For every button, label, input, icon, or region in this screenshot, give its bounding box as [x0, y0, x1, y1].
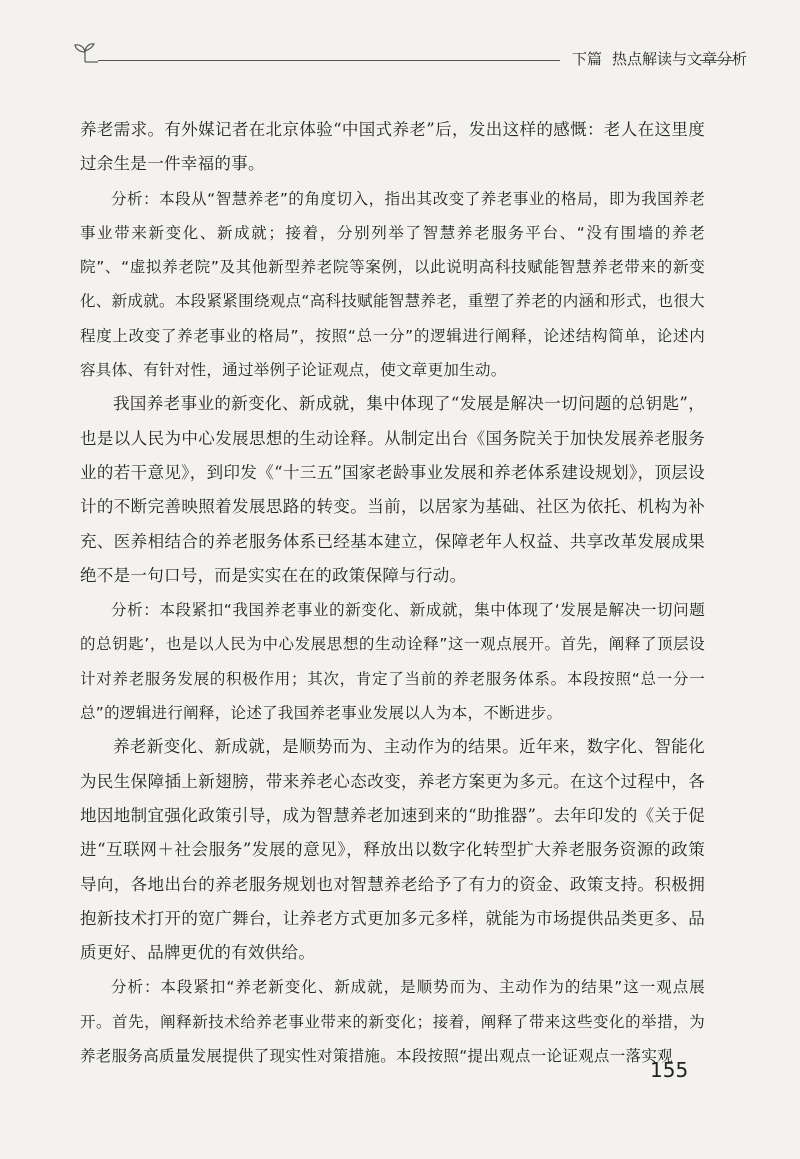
analysis-paragraph: 分析：本段紧扣“我国养老事业的新变化、新成就，集中体现了‘发展是解决一切问题的总钥匙’，也是以人民为中心发展思想的生动诠释”这一观点展开。首先，阐释了顶层设计对养老服务发展的积极作用；其次，肯定了当前的养老服务体系。本段按照“总一分一总”的逻辑进行阐释，论述了我国养老事业发展以人为本，不断进步。 [80, 601, 705, 723]
analysis-paragraph: 分析：本段紧扣“养老新变化、新成就，是顺势而为、主动作为的结果”这一观点展开。首先，阐释新技术给养老事业带来的新变化；接着，阐释了带来这些变化的举措，为养老服务高质量发展提供了现实性对策措施。本段按照“提出观点一论证观点一落实观 [80, 978, 705, 1066]
body-paragraph: 我国养老事业的新变化、新成就，集中体现了“发展是解决一切问题的总钥匙”，也是以人民为中心发展思想的生动诠释。从制定出台《国务院关于加快发展养老服务业的若干意见》，到印发《“十三五”国家老龄事业发展和养老体系建设规划》，顶层设计的不断完善映照着发展思路的转变。当前，以居家为基础、社区为依托、机构为补充、医养相结合的养老服务体系已经基本建立，保障老年人权益、共享改革发展成果绝不是一句口号，而是实实在在的政策保障与行动。 [80, 394, 705, 585]
header-section: 下篇 [572, 50, 603, 68]
header-title [572, 48, 747, 69]
header-chapter-title: 热点解读与文章分析 [612, 50, 748, 68]
header-rule-right [700, 60, 734, 61]
analysis-paragraph: 分析：本段从“智慧养老”的角度切入，指出其改变了养老事业的格局，即为我国养老事业带来新变化、新成就；接着，分别列举了智慧养老服务平台、“没有围墙的养老院”、“虚拟养老院”及其他新型养老院等案例，以此说明高科技赋能智慧养老带来的新变化、新成就。本段紧紧围绕观点“高科技赋能智慧养老，重塑了养老的内涵和形式，也很大程度上改变了养老事业的格局”，按照“总一分”的逻辑进行阐释，论述结构简单，论述内容具体、有针对性，通过举例子论证观点，使文章更加生动。 [80, 189, 705, 380]
header-rule-left [98, 60, 560, 61]
running-header [72, 38, 748, 78]
page-body [80, 113, 705, 1073]
page-number: 155 [650, 1058, 689, 1082]
body-paragraph-continued: 养老需求。有外媒记者在北京体验“中国式养老”后，发出这样的感慨：老人在这里度过余生是一件幸福的事。 [80, 120, 705, 174]
sprout-icon [72, 40, 98, 70]
body-paragraph: 养老新变化、新成就，是顺势而为、主动作为的结果。近年来，数字化、智能化为民生保障插上新翅膀，带来养老心态改变，养老方案更为多元。在这个过程中，各地因地制宜强化政策引导，成为智慧养老加速到来的“助推器”。去年印发的《关于促进“互联网＋社会服务”发展的意见》，释放出以数字化转型扩大养老服务资源的政策导向，各地出台的养老服务规划也对智慧养老给予了有力的资金、政策支持。积极拥抱新技术打开的宽广舞台，让养老方式更加多元多样，就能为市场提供品类更多、品质更好、品牌更优的有效供给。 [80, 737, 705, 963]
